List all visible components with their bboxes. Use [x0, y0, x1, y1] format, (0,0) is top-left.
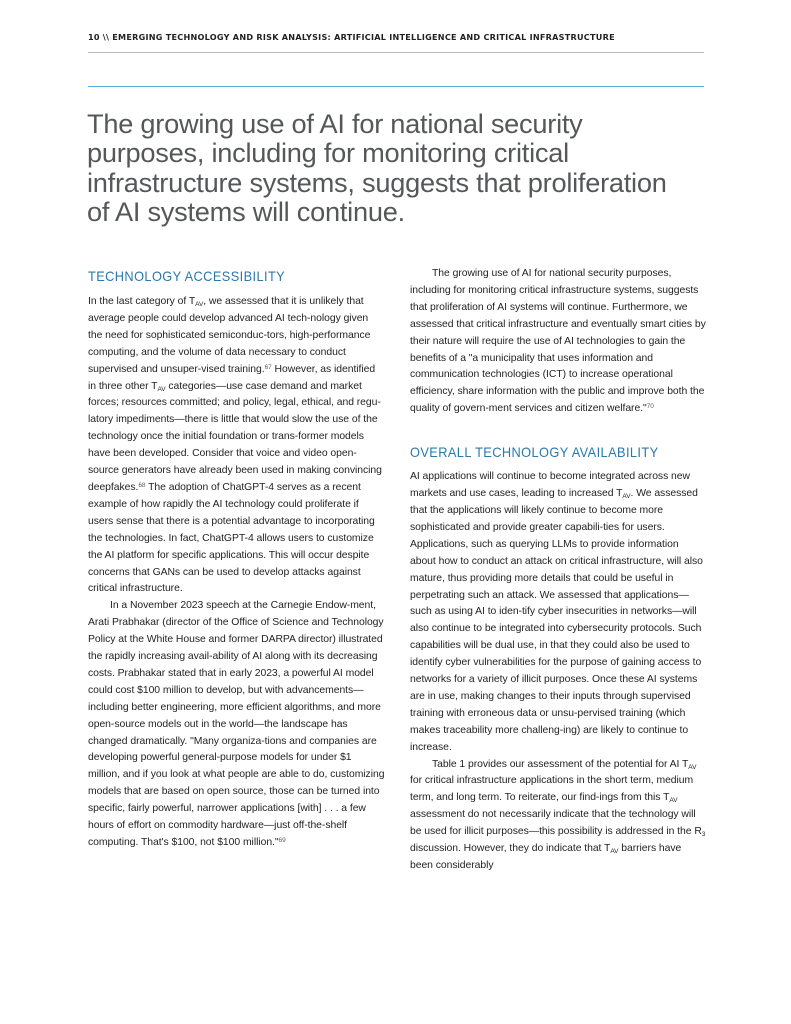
pull-quote-divider [88, 86, 704, 87]
left-column [88, 266, 385, 852]
pull-quote: The growing use of AI for national security purposes, including for monitoring critical infrastructure systems, suggests that proliferation of AI systems will continue. [87, 108, 667, 228]
paragraph: In the last category of $T_{AV}$, we assessed that it is unlikely that average people could develop advanced AI tech-nology given the need for sophisticated semiconduc-tors, high-performance computing, and the volume of data necessary to conduct supervised and unsuper-vised training.$^{67}$ However, as identified in three other $T_{AV}$ categories—use case demand and market forces; resources committed; and policy, legal, ethical, and regu-latory impediments—there is little that would slow the use of the technology once the initial foundation or trans-former models have been developed. Consider that voice and video open-source generators have already been used in making convincing deepfakes.$^{68}$ The adoption of ChatGPT-4 serves as a recent example of how rapidly the AI technology could proliferate if users sense that there is a potential advantage to incorporating the technologies. In fact, ChatGPT-4 allows users to customize the AI platform for specific applications. This will occur despite concerns that GANs can be used to develop attacks against critical infrastructure. [88, 296, 382, 595]
section-heading-technology-accessibility: TECHNOLOGY ACCESSIBILITY [88, 268, 286, 285]
page-number: 10 [88, 32, 100, 42]
footnote-ref: 70 [646, 403, 654, 411]
paragraph: The growing use of AI for national security purposes, including for monitoring critical infrastructure systems, suggests that proliferation of AI systems will continue. Furthermore, we assessed that critical infrastructure and eventually smart cities by their nature will require the use of AI technologies to gain the benefits of a "a municipality that uses information and communication technologies (ICT) to increase operational efficiency, share information with the public and improve both the quality of govern-ment services and citizen welfare."$^{70}$ [410, 268, 706, 415]
paragraph: In a November 2023 speech at the Carnegie Endow-ment, Arati Prabhakar (director of the Office of Science and Technology Policy at the White House and former DARPA director) illustrated the rapidly increasing avail-ability of AI along with its decreasing costs. Prabhakar stated that in early 2023, a powerful AI model could cost $100 million to develop, but with advancements—including better engineering, more efficient algorithms, and more open-source models out in the world—the landscape has changed dramatically. "Many organiza-tions and companies are developing powerful general-purpose models for under $1 million, and if you look at what people are able to do, customizing models that are based on open source, those can be turned into specific, fairly powerful, narrower applications [with] . . . a few hours of effort on commodity hardware—just off-the-shelf computing. That's $100, not $100 million."$^{69}$ [88, 600, 385, 848]
header-divider [88, 52, 704, 53]
paragraph: AI applications will continue to become integrated across new markets and use cases, leading to increased $T_{AV}$. We assessed that the applications will likely continue to become more sophisticated and provide greater capabili-ties for users. Applications, such as querying LLMs to provide information about how to conduct an attack on critical infrastructure, will also mature, thus providing more details that could be useful in perpetrating such an attack. We assessed that applications—such as using AI to iden-tify cyber insecurities in networks—will also continue to be integrated into cybersecurity protocols. Such capabilities will be dual use, in that they could also be used to identify cyber vulnerabilities for the purpose of gaining access to networks for a variety of illicit purposes. Once these AI systems are in use, making changes to their inputs through supervised training with erroneous data or unsu-pervised training (which makes traceability more challeng-ing) are likely to continue to increase. [410, 471, 703, 753]
paragraph: Table 1 provides our assessment of the potential for AI $T_{AV}$ for critical infrastructure applications in the short term, medium term, and long term. To reiterate, our find-ings from this $T_{AV}$ assessment do not necessarily indicate that the technology will be used for illicit purposes—this possibility is addressed in the $R_3$ discussion. However, they do indicate that $T_{AV}$ barriers have been considerably [410, 758, 706, 871]
footnote-ref: 67 [264, 363, 272, 371]
right-column [410, 266, 706, 875]
header-separator: \\ [102, 32, 110, 42]
footnote-ref: 69 [278, 837, 286, 844]
running-header [88, 32, 704, 42]
header-title: EMERGING TECHNOLOGY AND RISK ANALYSIS: ARTIFICIAL INTELLIGENCE AND CRITICAL INFRASTRUCTURE [112, 32, 615, 42]
section-heading-overall-technology-availability: OVERALL TECHNOLOGY AVAILABILITY [410, 444, 659, 461]
footnote-ref: 68 [138, 481, 146, 489]
